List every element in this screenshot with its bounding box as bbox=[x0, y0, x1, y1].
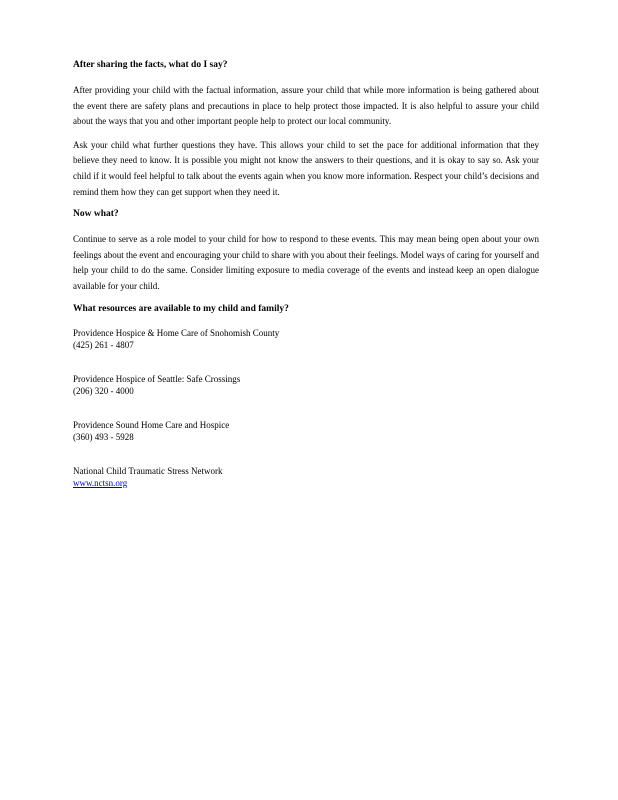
resource-seattle bbox=[73, 373, 539, 397]
paragraph-further-questions: Ask your child what further questions they have. This allows your child to set the pace for additional information that they believe they need to know. It is possible you might not know the answers to their questions, and it is okay to say so. Ask your child if it would feel helpful to talk about the events again when you know more information. Respect your child’s decisions and remind them how they can get support when they need it. bbox=[73, 139, 539, 197]
resource-phone: (360) 493 - 5928 bbox=[73, 431, 134, 442]
heading-now-what: Now what? bbox=[73, 209, 119, 220]
resource-snohomish bbox=[73, 327, 539, 351]
resource-name: Providence Hospice of Seattle: Safe Crossings bbox=[73, 373, 241, 384]
resource-name: Providence Sound Home Care and Hospice bbox=[73, 419, 230, 430]
resource-nctsn bbox=[73, 465, 539, 489]
resource-sound bbox=[73, 419, 539, 443]
resource-name: National Child Traumatic Stress Network bbox=[73, 465, 223, 476]
paragraph-factual-info: After providing your child with the factual information, assure your child that while more information is being gathered about the event there are safety plans and precautions in place to help protect those impacted. It is also helpful to assure your child about the ways that you and other important people help to protect our local community. bbox=[73, 85, 539, 127]
heading-after-sharing: After sharing the facts, what do I say? bbox=[73, 60, 228, 70]
resource-phone: (425) 261 - 4807 bbox=[73, 339, 134, 350]
nctsn-link[interactable]: www.nctsn.org bbox=[73, 477, 128, 488]
heading-resources: What resources are available to my child and family? bbox=[73, 303, 289, 314]
paragraph-role-model: Continue to serve as a role model to your child for how to respond to these events. This may mean being open about your own feelings about the event and encouraging your child to share with you about their feelings. Model ways of caring for yourself and help your child to do the same. Consider limiting exposure to media coverage of the events and instead keep an open dialogue available for your child. bbox=[73, 234, 539, 291]
resource-phone: (206) 320 - 4000 bbox=[73, 385, 134, 396]
page-content bbox=[73, 59, 539, 511]
resource-name: Providence Hospice & Home Care of Snohomish County bbox=[73, 327, 280, 338]
